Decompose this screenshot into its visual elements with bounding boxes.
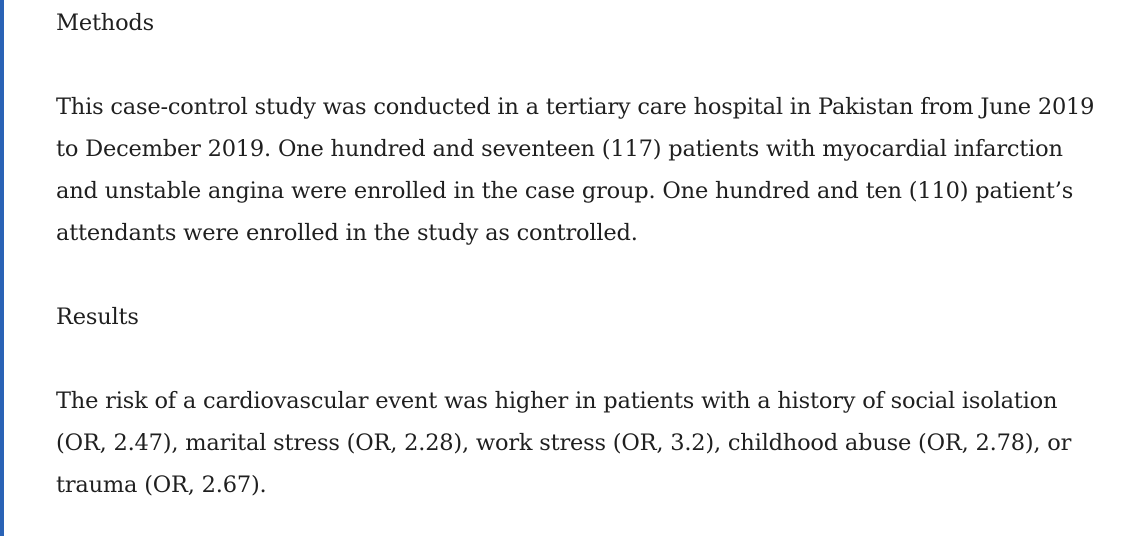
results-line: (OR, 2.47), marital stress (OR, 2.28), work stress (OR, 3.2), childhood abuse (OR, 2.78), or: [56, 430, 1072, 456]
results-line: The risk of a cardiovascular event was higher in patients with a history of social isolation: [56, 388, 1058, 414]
methods-line: and unstable angina were enrolled in the case group. One hundred and ten (110) patient’s: [56, 178, 1074, 204]
results-line: trauma (OR, 2.67).: [56, 472, 267, 498]
results-paragraph: [56, 380, 1096, 506]
left-accent-rule: [0, 0, 4, 536]
methods-line: to December 2019. One hundred and seventeen (117) patients with myocardial infarction: [56, 136, 1063, 162]
methods-line: attendants were enrolled in the study as controlled.: [56, 220, 638, 246]
methods-paragraph: [56, 86, 1096, 254]
results-heading: Results: [56, 304, 139, 330]
methods-heading: Methods: [56, 10, 154, 36]
methods-line: This case-control study was conducted in a tertiary care hospital in Pakistan from June 2019: [56, 94, 1095, 120]
